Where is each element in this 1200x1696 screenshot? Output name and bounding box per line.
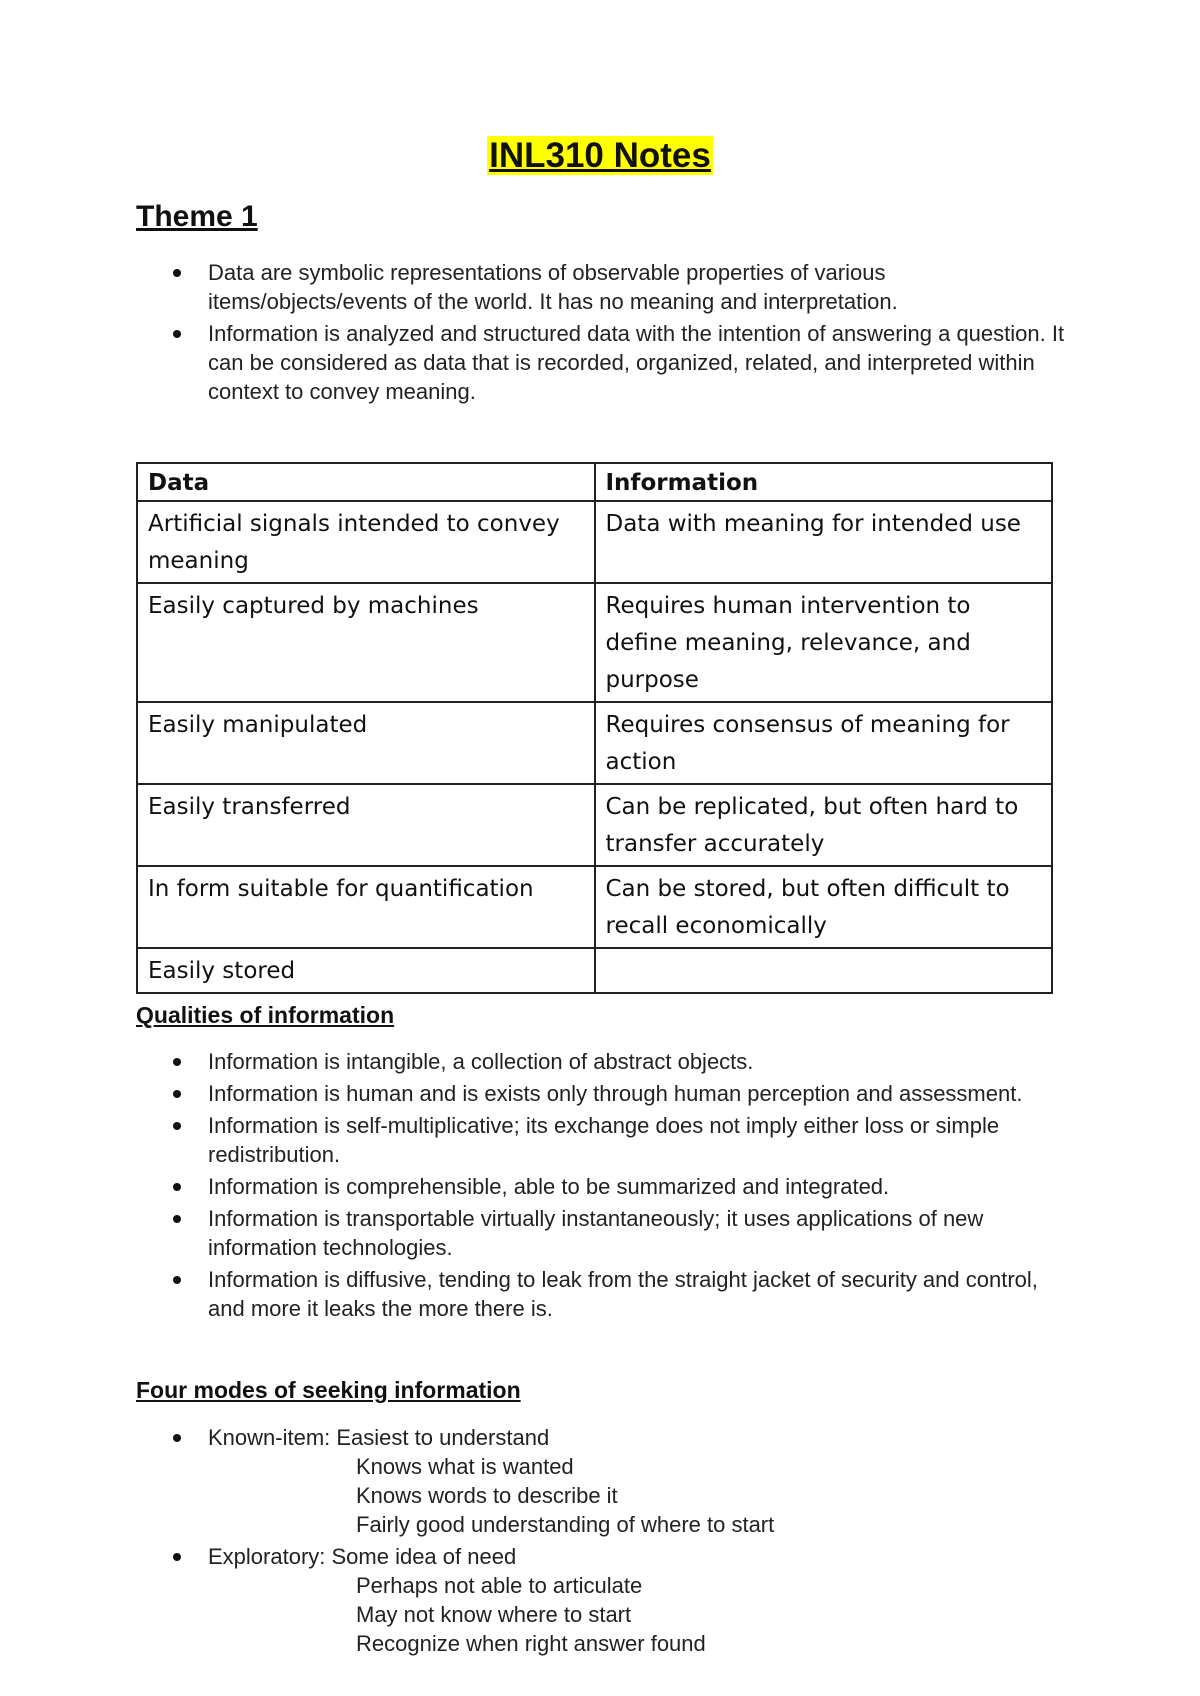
table-cell: In form suitable for quantification	[137, 866, 595, 948]
list-item: Information is self-multiplicative; its exchange does not imply either loss or simple redistribution.	[136, 1111, 1076, 1169]
mode-detail: May not know where to start	[356, 1602, 632, 1627]
bullet-icon	[173, 330, 181, 338]
bullet-icon	[173, 1276, 181, 1284]
list-item: Known-item: Easiest to understand Knows what is wanted Knows words to describe it Fairly good understanding of where to start	[136, 1423, 1076, 1539]
list-item: Information is comprehensible, able to be summarized and integrated.	[136, 1172, 1076, 1201]
section-heading-theme: Theme 1	[136, 200, 258, 233]
table-header-row	[137, 463, 1052, 501]
bullet-icon	[173, 1090, 181, 1098]
table-cell: Can be replicated, but often hard to transfer accurately	[595, 784, 1053, 866]
table-cell: Artificial signals intended to convey meaning	[137, 501, 595, 583]
table-row	[137, 784, 1052, 866]
table-row	[137, 866, 1052, 948]
list-item: Exploratory: Some idea of need Perhaps not able to articulate May not know where to start Recognize when right answer found	[136, 1542, 1076, 1658]
qualities-bullet-list	[136, 1047, 1076, 1326]
bullet-icon	[173, 1183, 181, 1191]
bullet-icon	[173, 1553, 181, 1561]
page-title: INL310 Notes	[489, 136, 711, 175]
list-item: Information is human and is exists only through human perception and assessment.	[136, 1079, 1076, 1108]
column-header: Data	[137, 463, 595, 501]
table-row	[137, 583, 1052, 702]
table-cell: Requires consensus of meaning for action	[595, 702, 1053, 784]
bullet-icon	[173, 1122, 181, 1130]
bullet-icon	[173, 269, 181, 277]
table-row	[137, 501, 1052, 583]
mode-detail: Fairly good understanding of where to start	[356, 1512, 775, 1537]
list-item: Information is transportable virtually instantaneously; it uses applications of new information technologies.	[136, 1204, 1076, 1262]
data-vs-information-table	[136, 462, 1053, 994]
mode-detail: Recognize when right answer found	[356, 1631, 706, 1656]
table-cell: Data with meaning for intended use	[595, 501, 1053, 583]
theme-bullet-list	[136, 258, 1076, 409]
mode-detail: Knows what is wanted	[356, 1454, 574, 1479]
modes-heading: Four modes of seeking information	[136, 1377, 521, 1403]
mode-detail: Knows words to describe it	[356, 1483, 618, 1508]
title-block	[0, 136, 1200, 176]
list-item: Information is diffusive, tending to leak from the straight jacket of security and control, and more it leaks the more there is.	[136, 1265, 1076, 1323]
table-cell: Requires human intervention to define meaning, relevance, and purpose	[595, 583, 1053, 702]
list-item: Information is analyzed and structured data with the intention of answering a question. It can be considered as data that is recorded, organized, related, and interpreted within context to convey meaning.	[136, 319, 1076, 406]
table-cell: Easily manipulated	[137, 702, 595, 784]
table-cell	[595, 948, 1053, 993]
table-row	[137, 702, 1052, 784]
qualities-heading: Qualities of information	[136, 1002, 395, 1028]
table-cell: Easily stored	[137, 948, 595, 993]
column-header: Information	[595, 463, 1053, 501]
table-cell: Can be stored, but often difficult to recall economically	[595, 866, 1053, 948]
bullet-icon	[173, 1058, 181, 1066]
table-cell: Easily captured by machines	[137, 583, 595, 702]
table-cell: Easily transferred	[137, 784, 595, 866]
list-item: Data are symbolic representations of observable properties of various items/objects/events of the world. It has no meaning and interpretation.	[136, 258, 1076, 316]
bullet-icon	[173, 1215, 181, 1223]
list-item: Information is intangible, a collection of abstract objects.	[136, 1047, 1076, 1076]
bullet-icon	[173, 1434, 181, 1442]
table-row	[137, 948, 1052, 993]
modes-bullet-list	[136, 1423, 1076, 1661]
mode-detail: Perhaps not able to articulate	[356, 1573, 643, 1598]
